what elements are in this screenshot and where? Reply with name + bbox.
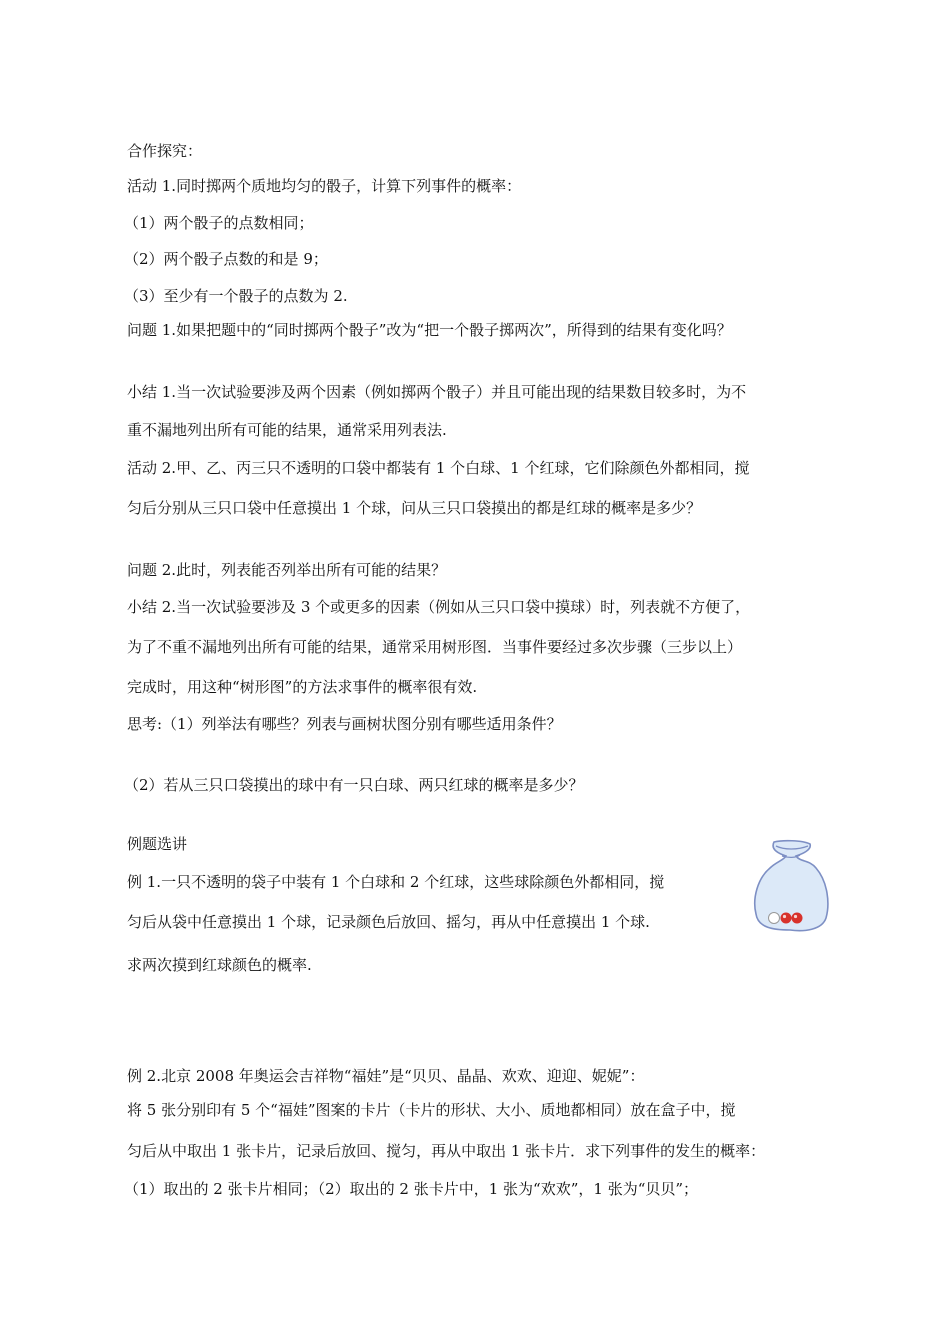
activity-1-q1: （1）两个骰子的点数相同； <box>124 214 314 232</box>
example-2-line-3: 匀后从中取出 1 张卡片，记录后放回、搅匀，再从中取出 1 张卡片．求下列事件的发生的概率： <box>127 1142 766 1160</box>
question-2: 问题 2.此时，列表能否列举出所有可能的结果？ <box>127 561 447 579</box>
example-1-line-2: 匀后从袋中任意摸出 1 个球，记录颜色后放回、摇匀，再从中任意摸出 1 个球. <box>127 913 650 931</box>
think-2: （2）若从三只口袋摸出的球中有一只白球、两只红球的概率是多少？ <box>124 776 584 794</box>
summary-2-line-2: 为了不重不漏地列出所有可能的结果，通常采用树形图．当事件要经过多次步骤（三步以上） <box>127 638 743 656</box>
activity-2-line-2: 匀后分别从三只口袋中任意摸出 1 个球，问从三只口袋摸出的都是红球的概率是多少？ <box>127 499 702 517</box>
question-1: 问题 1.如果把题中的“同时掷两个骰子”改为“把一个骰子掷两次”，所得到的结果有变化吗？ <box>127 321 732 339</box>
summary-2-line-1: 小结 2.当一次试验要涉及 3 个或更多的因素（例如从三只口袋中摸球）时，列表就不方便了， <box>127 598 751 616</box>
summary-2-line-3: 完成时，用这种“树形图”的方法求事件的概率很有效. <box>127 678 478 696</box>
bag-with-balls-icon <box>752 838 830 932</box>
example-1-line-3: 求两次摸到红球颜色的概率. <box>127 956 312 974</box>
think-1: 思考:（1）列举法有哪些？列表与画树状图分别有哪些适用条件？ <box>127 715 562 733</box>
example-1-line-1: 例 1.一只不透明的袋子中装有 1 个白球和 2 个红球，这些球除颜色外都相同，搅 <box>127 873 665 891</box>
summary-1-line-2: 重不漏地列出所有可能的结果，通常采用列表法. <box>127 421 447 439</box>
example-2-line-2: 将 5 张分别印有 5 个“福娃”图案的卡片（卡片的形状、大小、质地都相同）放在盒子中，搅 <box>127 1101 736 1119</box>
activity-1-q3: （3）至少有一个骰子的点数为 2. <box>124 287 348 305</box>
activity-1-q2: （2）两个骰子点数的和是 9； <box>124 250 328 268</box>
example-2-line-4: （1）取出的 2 张卡片相同；（2）取出的 2 张卡片中，1 张为“欢欢”，1 张为“贝贝”； <box>124 1180 699 1198</box>
example-2-line-1: 例 2.北京 2008 年奥运会吉祥物“福娃”是“贝贝、晶晶、欢欢、迎迎、妮妮”： <box>127 1067 645 1085</box>
summary-1-line-1: 小结 1.当一次试验要涉及两个因素（例如掷两个骰子）并且可能出现的结果数目较多时，为不 <box>127 383 747 401</box>
examples-title: 例题选讲 <box>127 835 188 853</box>
coop-title: 合作探究： <box>127 142 203 160</box>
activity-1: 活动 1.同时掷两个质地均匀的骰子，计算下列事件的概率： <box>127 177 522 195</box>
activity-2-line-1: 活动 2.甲、乙、丙三只不透明的口袋中都装有 1 个白球、1 个红球，它们除颜色外都相同，搅 <box>127 459 750 477</box>
